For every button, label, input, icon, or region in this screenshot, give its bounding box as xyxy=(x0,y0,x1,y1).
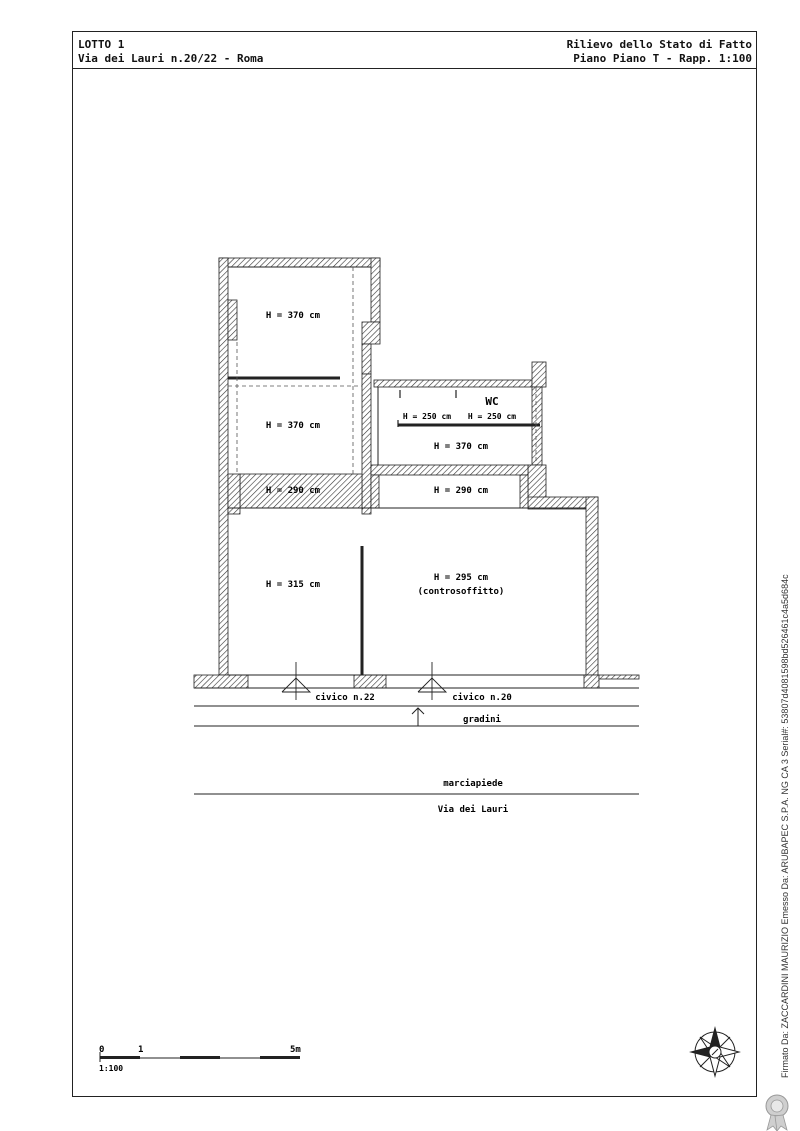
wc-height-right: H = 250 cm xyxy=(467,412,517,421)
corridor-height: H = 370 cm xyxy=(433,442,489,452)
compass-rose-icon xyxy=(691,1028,739,1076)
scale-label-1: 1 xyxy=(138,1045,144,1055)
address-title: Via dei Lauri n.20/22 - Roma xyxy=(78,52,264,65)
street-name-label: Via dei Lauri xyxy=(437,805,509,815)
seal-icon xyxy=(766,1095,788,1131)
scale-label-0: 0 xyxy=(99,1045,105,1055)
wc-height-left: H = 250 cm xyxy=(402,412,452,421)
room-height-middle: H = 370 cm xyxy=(265,421,321,431)
scale-ratio: 1:100 xyxy=(99,1064,124,1073)
digital-signature-text: Firmato Da: ZACCARDINI MAURIZIO Emesso Da: ARUBAPEC S.P.A. NG CA 3 Serial#: 53807d4081598bd526461c4a5d684c xyxy=(780,574,790,1078)
scale-bar xyxy=(99,1045,301,1073)
civic-20-label: civico n.20 xyxy=(452,693,512,703)
wc-label: WC xyxy=(485,395,499,408)
ceiling-dashed-lines xyxy=(228,267,536,474)
shop-height-right: H = 295 cm xyxy=(433,573,489,583)
shop-height-left: H = 315 cm xyxy=(265,580,321,590)
survey-title: Rilievo dello Stato di Fatto xyxy=(566,38,752,51)
band-height-left: H = 290 cm xyxy=(265,486,321,496)
floor-scale-title: Piano Piano T - Rapp. 1:100 xyxy=(573,52,752,65)
civic-22-label: civico n.22 xyxy=(315,693,375,703)
scale-label-5: 5m xyxy=(290,1045,301,1055)
walls xyxy=(194,258,639,688)
shop-ceiling-note: (controsoffitto) xyxy=(417,587,505,597)
lot-title: LOTTO 1 xyxy=(78,38,125,51)
sidewalk-label: marciapiede xyxy=(443,779,503,789)
street-lines xyxy=(194,688,639,794)
room-height-top: H = 370 cm xyxy=(265,311,321,321)
band-height-right: H = 290 cm xyxy=(433,486,489,496)
steps-label: gradini xyxy=(463,715,501,725)
